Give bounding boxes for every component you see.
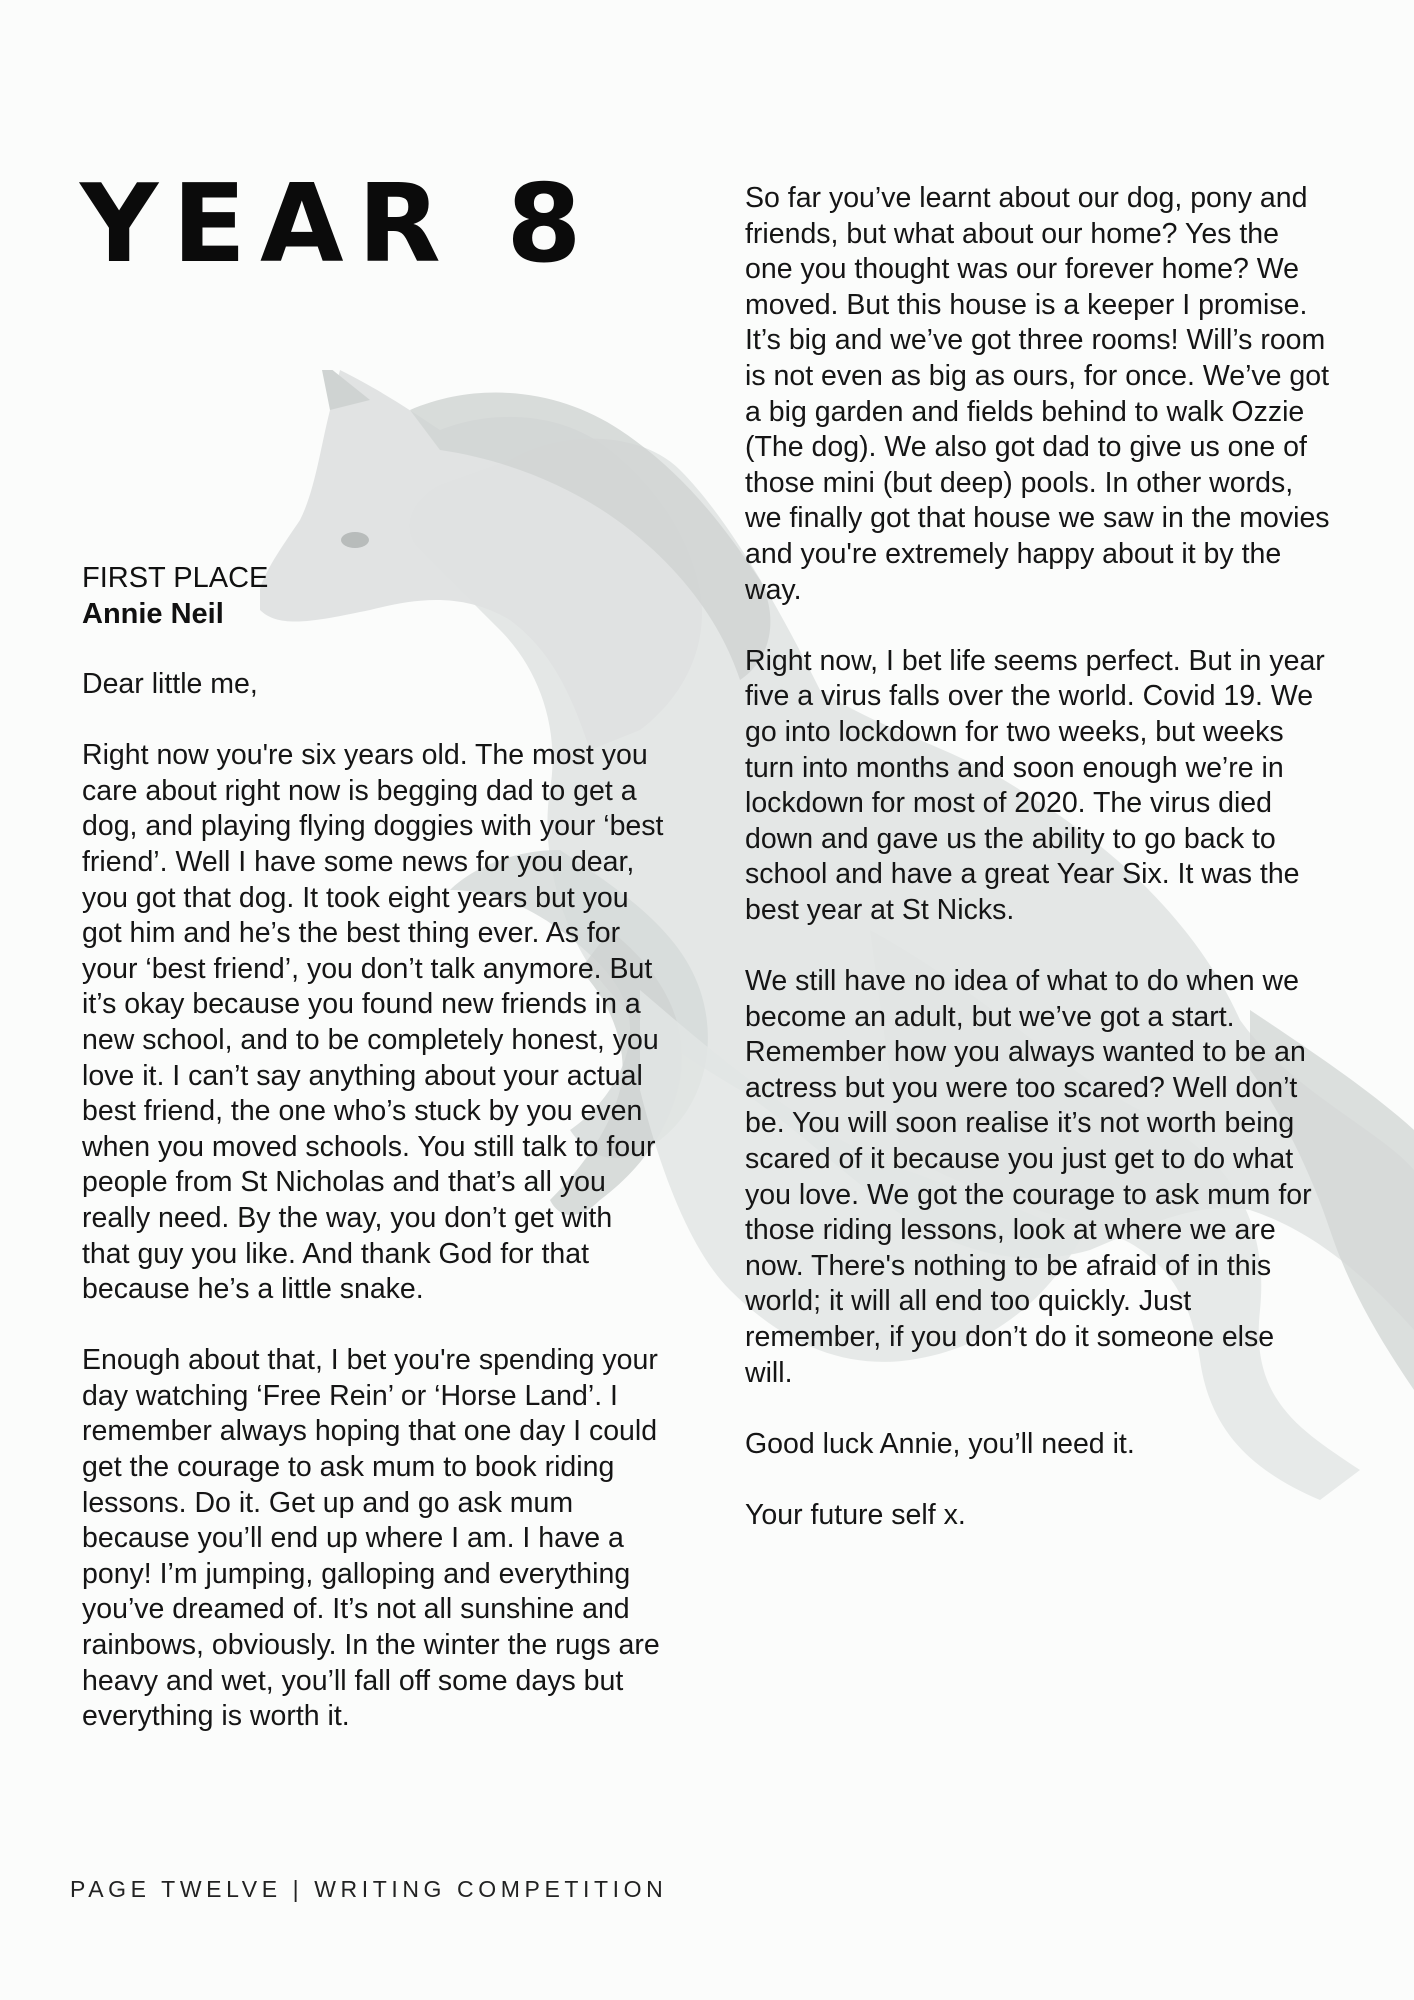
letter-signoff: Your future self x. bbox=[745, 1498, 966, 1531]
letter-paragraph: Dear little me, bbox=[82, 668, 258, 700]
award-place: FIRST PLACE bbox=[82, 562, 269, 594]
letter-paragraph: So far you’ve learnt about our dog, pony and friends, but what about our home? Yes the one you thought was our forever home? We moved. But this house is a keeper I promise. It’s big and we’ve got three rooms! Will’s room is not even as big as ours, for once. We’ve got a big garden and fields behind to walk Ozzie (The dog). We also got dad to give us one of those mini (but deep) pools. In other words, we finally got that house we saw in the movies and you're extremely happy about it by the way. bbox=[745, 182, 1330, 606]
letter-column-right bbox=[745, 181, 1355, 1569]
entry-meta bbox=[82, 560, 268, 632]
letter-column-left bbox=[82, 667, 682, 1770]
page-footer: PAGE TWELVE | WRITING COMPETITION bbox=[70, 1876, 668, 1902]
letter-paragraph: Enough about that, I bet you're spending your day watching ‘Free Rein’ or ‘Horse Land’. I remember always hoping that one day I could get the courage to ask mum to book riding lessons. Do it. Get up and go ask mum because you’ll end up where I am. I have a pony! I’m jumping, galloping and everything you’ve dreamed of. It’s not all sunshine and rainbows, obviously. In the winter the rugs are heavy and wet, you’ll fall off some days but everything is worth it. bbox=[82, 1344, 660, 1733]
page-title: YEAR 8 bbox=[80, 162, 596, 287]
letter-paragraph: Right now you're six years old. The most you care about right now is begging dad to get a dog, and playing flying doggies with your ‘best friend’. Well I have some news for you dear, you got that dog. It took eight years but you got him and he’s the best thing ever. As for your ‘best friend’, you don’t talk anymore. But it’s okay because you found new friends in a new school, and to be completely honest, you love it. I can’t say anything about your actual best friend, the one who’s stuck by you even when you moved schools. You still talk to four people from St Nicholas and that’s all you really need. By the way, you don’t get with that guy you like. And thank God for that because he’s a little snake. bbox=[82, 739, 664, 1306]
horse-eye-shape bbox=[341, 532, 369, 548]
letter-paragraph: We still have no idea of what to do when we become an adult, but we’ve got a start. Remember how you always wanted to be an actress but you were too scared? Well don’t be. You will soon realise it’s not worth being scared of it because you just get to do what you love. We got the courage to ask mum for those riding lessons, look at where we are now. There's nothing to be afraid of in this world; it will all end too quickly. Just remember, if you don’t do it someone else will. bbox=[745, 965, 1312, 1389]
letter-paragraph: Good luck Annie, you’ll need it. bbox=[745, 1427, 1135, 1460]
letter-paragraph: Right now, I bet life seems perfect. But in year five a virus falls over the world. Covid 19. We go into lockdown for two weeks, but weeks turn into months and soon enough we’re in lockdown for most of 2020. The virus died down and gave us the ability to go back to school and have a great Year Six. It was the best year at St Nicks. bbox=[745, 644, 1325, 926]
author-name: Annie Neil bbox=[82, 598, 224, 630]
